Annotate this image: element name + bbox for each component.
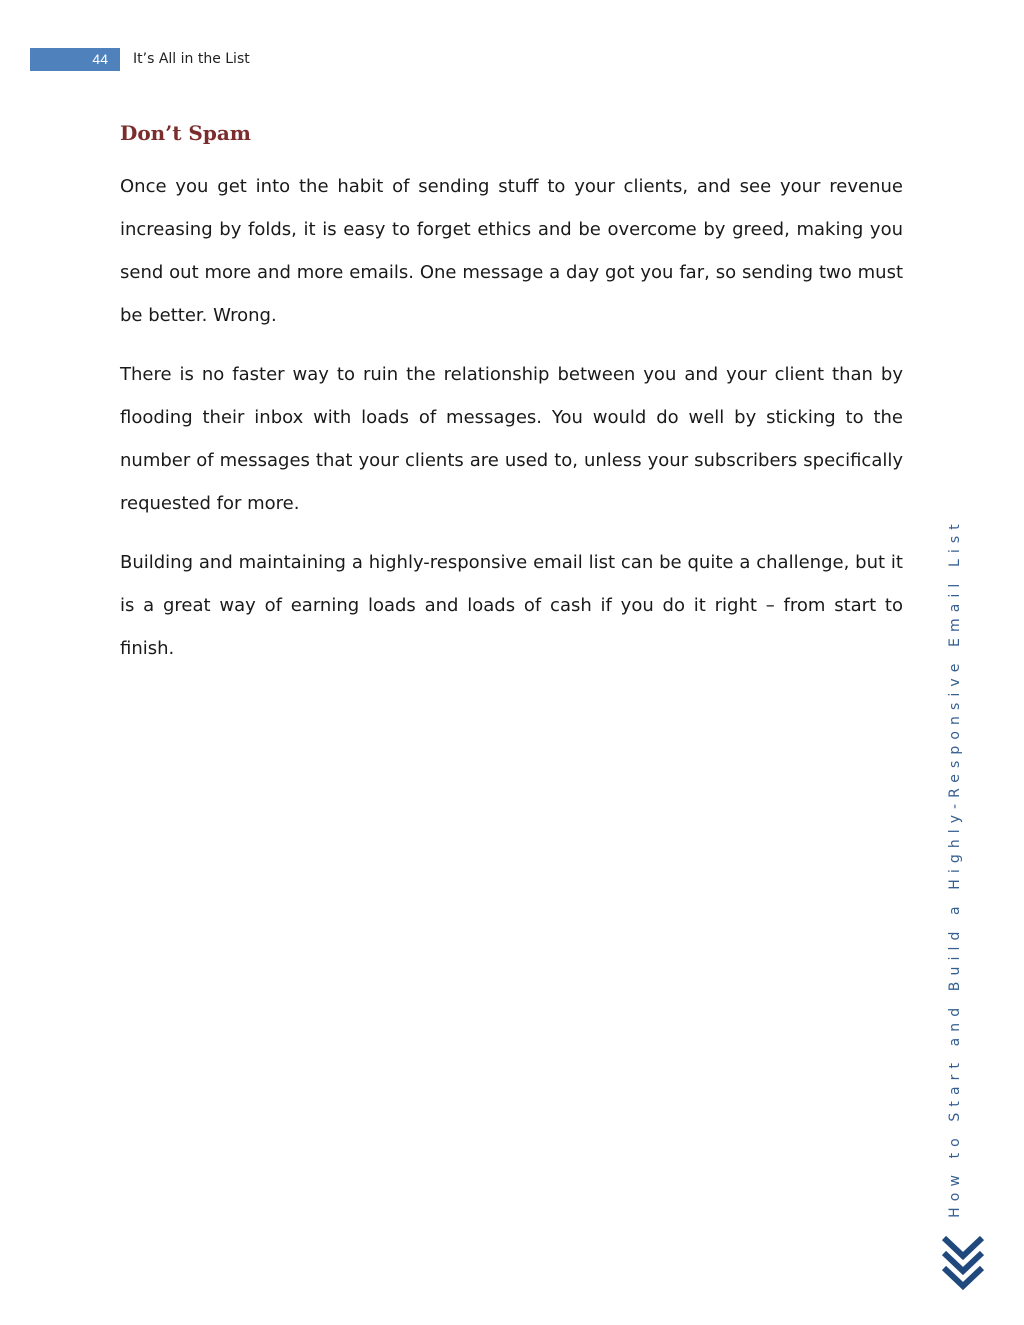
page-number-bar: [30, 48, 120, 71]
vertical-book-title: How to Start and Build a Highly-Responsive Email List: [947, 518, 963, 1218]
paragraph-2: There is no faster way to ruin the relationship between you and your client than by flooding their inbox with loads of messages. You would do well by sticking to the number of messages that your clients are used to, unless your subscribers specifically requested for more.: [120, 364, 903, 514]
double-chevron-down-icon: [940, 1232, 986, 1296]
paragraph-3: Building and maintaining a highly-responsive email list can be quite a challenge, but it is a great way of earning loads and loads of cash if you do it right – from start to finish.: [120, 552, 903, 659]
section-heading: Don’t Spam: [120, 121, 251, 145]
paragraph-1: Once you get into the habit of sending stuff to your clients, and see your revenue increasing by folds, it is easy to forget ethics and be overcome by greed, making you send out more and more emails. One message a day got you far, so sending two must be better. Wrong.: [120, 176, 903, 326]
running-title: It’s All in the List: [133, 51, 250, 67]
page-number: 44: [92, 51, 108, 67]
